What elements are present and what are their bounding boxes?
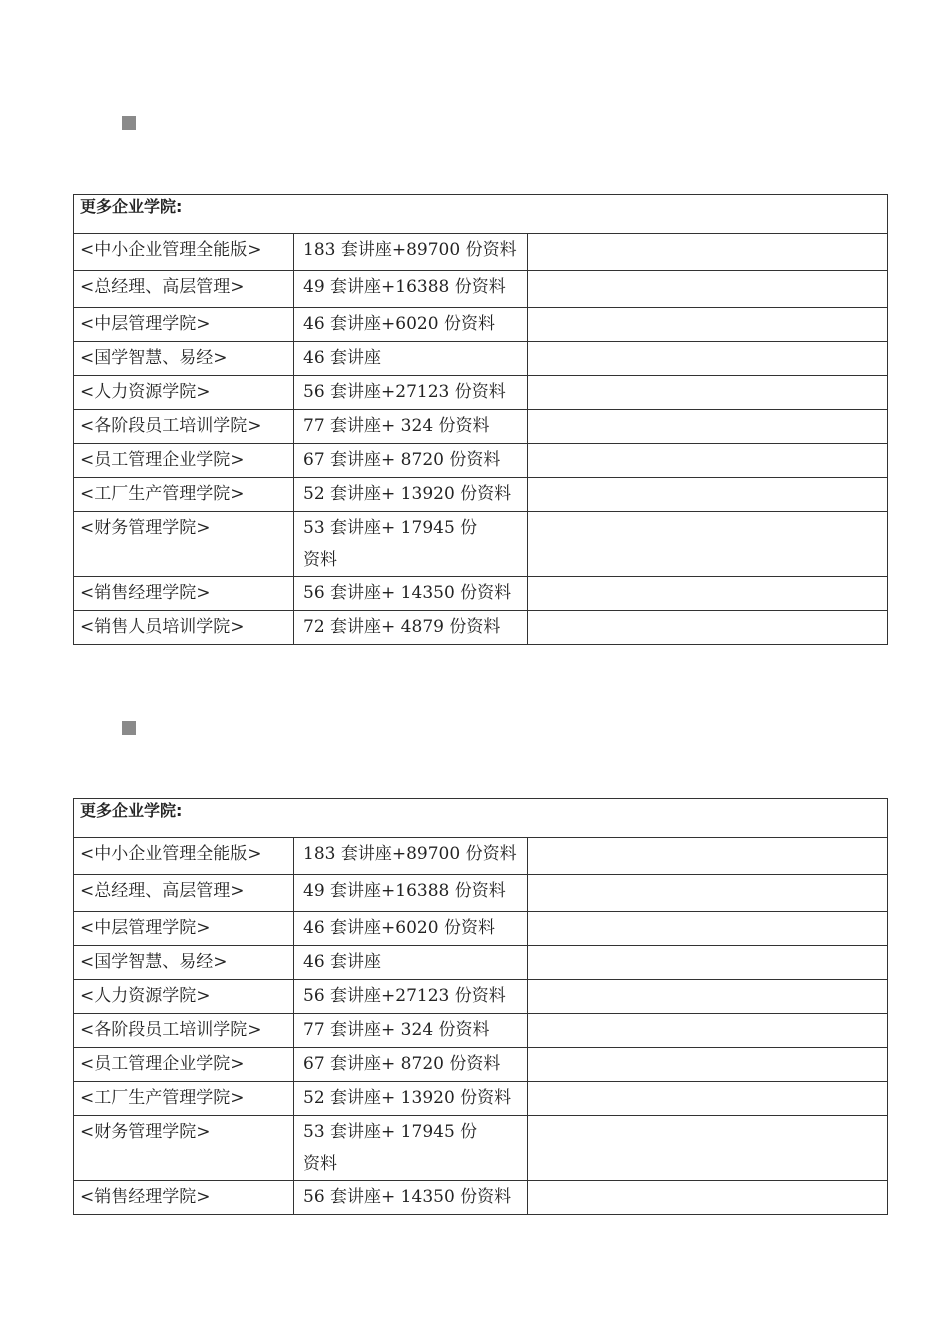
course-name: <各阶段员工培训学院>	[74, 1014, 294, 1048]
table-row	[74, 838, 888, 875]
course-detail: 52 套讲座+ 13920 份资料	[294, 478, 528, 512]
course-name: <总经理、高层管理>	[74, 271, 294, 308]
course-name: <销售经理学院>	[74, 577, 294, 611]
bullet-square-icon	[122, 721, 136, 735]
course-detail: 46 套讲座+6020 份资料	[294, 912, 528, 946]
table-row	[74, 1014, 888, 1048]
table-header: 更多企业学院:	[74, 195, 888, 234]
course-detail: 56 套讲座+ 14350 份资料	[294, 1181, 528, 1215]
course-name: <财务管理学院>	[74, 512, 294, 577]
empty-cell	[528, 980, 888, 1014]
table-row	[74, 342, 888, 376]
course-detail: 72 套讲座+ 4879 份资料	[294, 611, 528, 645]
empty-cell	[528, 512, 888, 577]
course-name: <销售经理学院>	[74, 1181, 294, 1215]
course-name: <人力资源学院>	[74, 980, 294, 1014]
course-name: <工厂生产管理学院>	[74, 1082, 294, 1116]
empty-cell	[528, 308, 888, 342]
table-row	[74, 1181, 888, 1215]
table-row	[74, 444, 888, 478]
course-detail: 56 套讲座+27123 份资料	[294, 980, 528, 1014]
empty-cell	[528, 271, 888, 308]
course-catalog-table	[73, 798, 888, 1215]
course-name: <国学智慧、易经>	[74, 946, 294, 980]
empty-cell	[528, 1181, 888, 1215]
course-detail: 52 套讲座+ 13920 份资料	[294, 1082, 528, 1116]
table-row	[74, 1082, 888, 1116]
course-detail: 56 套讲座+ 14350 份资料	[294, 577, 528, 611]
empty-cell	[528, 1116, 888, 1181]
course-detail: 53 套讲座+ 17945 份资料	[294, 512, 528, 577]
course-name: <国学智慧、易经>	[74, 342, 294, 376]
course-name: <各阶段员工培训学院>	[74, 410, 294, 444]
course-name: <财务管理学院>	[74, 1116, 294, 1181]
table-row	[74, 980, 888, 1014]
table-row	[74, 234, 888, 271]
course-name: <销售人员培训学院>	[74, 611, 294, 645]
empty-cell	[528, 577, 888, 611]
course-detail: 77 套讲座+ 324 份资料	[294, 1014, 528, 1048]
table-row	[74, 875, 888, 912]
course-detail: 77 套讲座+ 324 份资料	[294, 410, 528, 444]
course-detail: 56 套讲座+27123 份资料	[294, 376, 528, 410]
empty-cell	[528, 1014, 888, 1048]
empty-cell	[528, 478, 888, 512]
course-name: <工厂生产管理学院>	[74, 478, 294, 512]
table-row	[74, 577, 888, 611]
empty-cell	[528, 234, 888, 271]
course-detail: 49 套讲座+16388 份资料	[294, 271, 528, 308]
empty-cell	[528, 410, 888, 444]
table-row	[74, 512, 888, 577]
empty-cell	[528, 376, 888, 410]
table-header: 更多企业学院:	[74, 799, 888, 838]
course-name: <中小企业管理全能版>	[74, 838, 294, 875]
course-detail: 53 套讲座+ 17945 份资料	[294, 1116, 528, 1181]
course-name: <员工管理企业学院>	[74, 444, 294, 478]
table-row	[74, 376, 888, 410]
course-detail: 67 套讲座+ 8720 份资料	[294, 1048, 528, 1082]
course-name: <中层管理学院>	[74, 912, 294, 946]
course-catalog-table	[73, 194, 888, 645]
table-row	[74, 271, 888, 308]
table-row	[74, 1116, 888, 1181]
bullet-square-icon	[122, 116, 136, 130]
empty-cell	[528, 444, 888, 478]
table-row	[74, 611, 888, 645]
empty-cell	[528, 946, 888, 980]
course-detail: 49 套讲座+16388 份资料	[294, 875, 528, 912]
empty-cell	[528, 342, 888, 376]
table-row	[74, 912, 888, 946]
course-detail: 183 套讲座+89700 份资料	[294, 234, 528, 271]
table-row	[74, 410, 888, 444]
table-row	[74, 946, 888, 980]
table-row	[74, 308, 888, 342]
course-name: <总经理、高层管理>	[74, 875, 294, 912]
course-detail: 183 套讲座+89700 份资料	[294, 838, 528, 875]
course-name: <人力资源学院>	[74, 376, 294, 410]
empty-cell	[528, 912, 888, 946]
empty-cell	[528, 1048, 888, 1082]
table-row	[74, 478, 888, 512]
course-name: <中层管理学院>	[74, 308, 294, 342]
course-detail: 46 套讲座	[294, 946, 528, 980]
course-name: <中小企业管理全能版>	[74, 234, 294, 271]
course-name: <员工管理企业学院>	[74, 1048, 294, 1082]
empty-cell	[528, 838, 888, 875]
empty-cell	[528, 875, 888, 912]
empty-cell	[528, 1082, 888, 1116]
course-detail: 67 套讲座+ 8720 份资料	[294, 444, 528, 478]
empty-cell	[528, 611, 888, 645]
table-row	[74, 1048, 888, 1082]
course-detail: 46 套讲座+6020 份资料	[294, 308, 528, 342]
course-detail: 46 套讲座	[294, 342, 528, 376]
